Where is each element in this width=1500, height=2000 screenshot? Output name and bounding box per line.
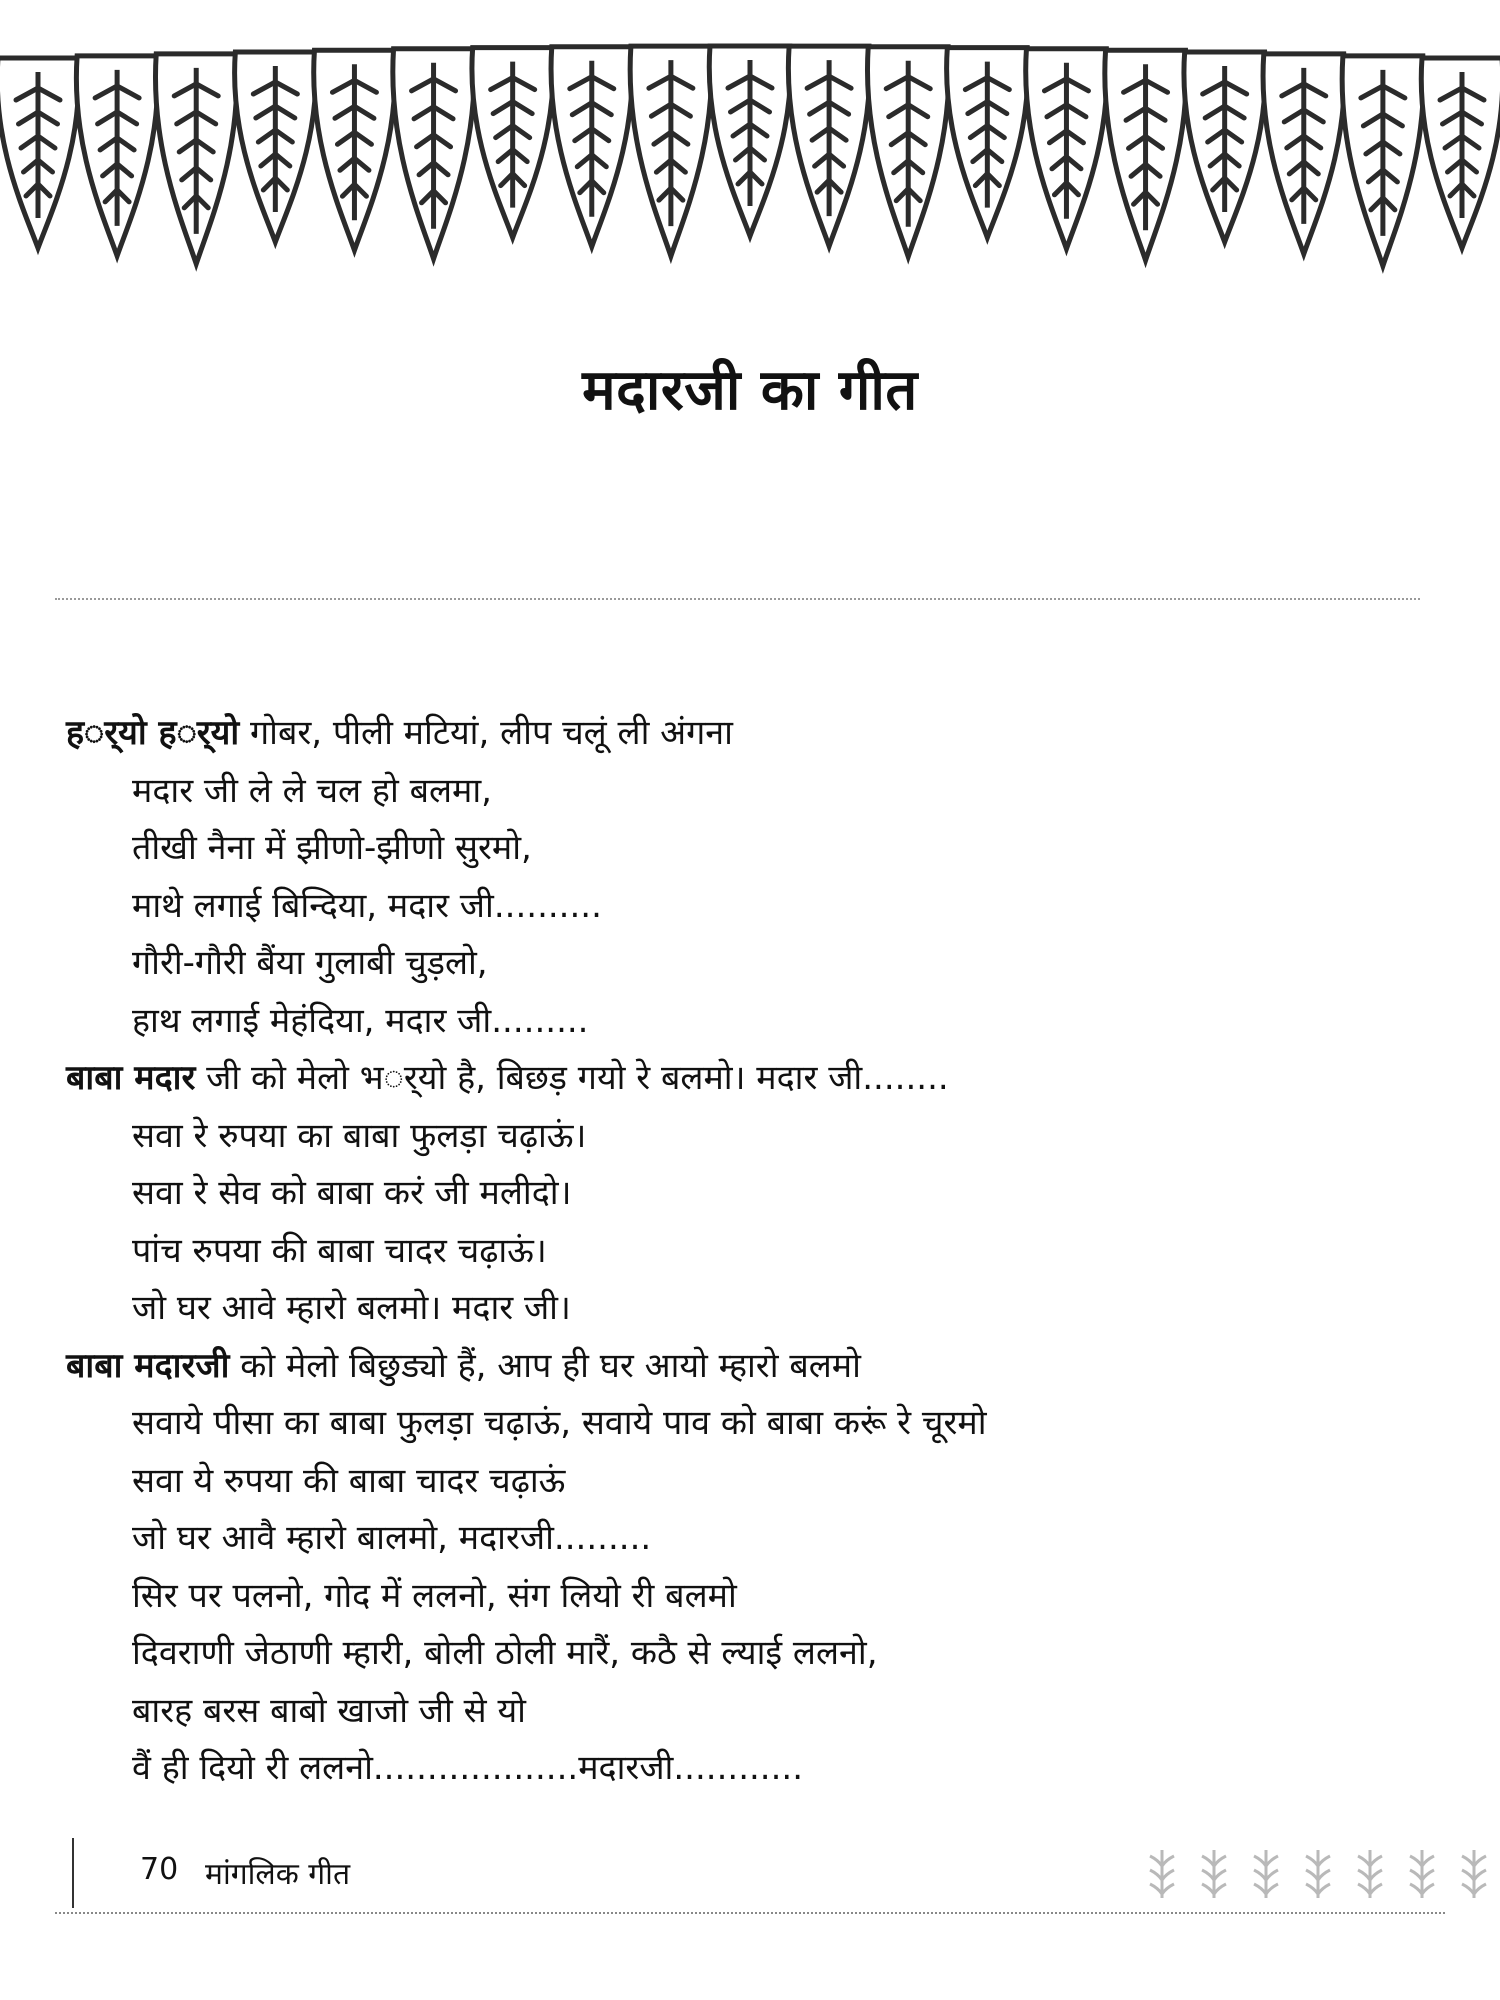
lyric-line-text: जो घर आवे म्हारो बलमो। मदार जी।	[132, 1288, 571, 1328]
bunting-leaf	[1105, 50, 1186, 260]
bunting-leaf	[472, 48, 553, 238]
bunting-leaf	[235, 52, 316, 242]
lyric-line	[66, 1510, 1446, 1568]
page-title: मदारजी का गीत	[582, 358, 918, 423]
lyric-line	[66, 1625, 1446, 1683]
lyric-line-lead: हर्‌्यो हर्‌्यो	[66, 713, 240, 753]
bunting-leaf	[314, 50, 395, 250]
lyric-line-text: सिर पर पलनो, गोद में ललनो, संग लियो री बलमो	[132, 1575, 737, 1616]
lyric-line	[66, 1165, 1446, 1223]
lyric-line-text: गौरी-गौरी बैंया गुलाबी चुड़लो,	[132, 943, 488, 983]
bunting-leaf	[1026, 49, 1107, 249]
lyric-line-text: जो घर आवै म्हारो बालमो, मदारजी.........	[132, 1518, 652, 1558]
bunting-leaf	[76, 56, 157, 256]
lyric-line-text: सवा ये रुपया की बाबा चादर चढ़ाऊं	[132, 1460, 566, 1501]
lyric-line	[66, 1108, 1446, 1166]
lyric-line	[66, 1050, 1446, 1108]
sprig-icon	[1358, 1850, 1382, 1898]
lyric-line-text: हाथ लगाई मेहंदिया, मदार जी.........	[132, 1000, 589, 1041]
lyric-line-text: वैं ही दियो री ललनो...................मदारजी............	[132, 1748, 804, 1788]
leaf-bunting-illustration	[0, 0, 1500, 300]
sprig-icon	[1202, 1850, 1226, 1898]
lyric-line	[66, 1223, 1446, 1281]
lyric-line-text: बारह बरस बाबो खाजो जी से यो	[132, 1690, 526, 1731]
song-lyrics	[66, 705, 1446, 1798]
lyric-line-lead: बाबा मदारजी	[66, 1345, 230, 1386]
bunting-leaf	[0, 58, 79, 248]
book-title: मांगलिक गीत	[205, 1857, 351, 1892]
title-divider	[55, 598, 1420, 600]
lyric-line	[66, 935, 1446, 993]
lyric-line-text: सवाये पीसा का बाबा फुलड़ा चढ़ाऊं, सवाये पाव को बाबा करूं रे चूरमो	[132, 1403, 987, 1443]
sprig-icon	[1306, 1850, 1330, 1898]
bunting-leaf	[709, 46, 790, 236]
lyric-line	[66, 1740, 1446, 1798]
lyric-line-text: सवा रे सेव को बाबा करं जी मलीदो।	[132, 1173, 572, 1213]
lyric-line	[66, 1395, 1446, 1453]
lyric-line	[66, 1280, 1446, 1338]
lyric-line-text: मदार जी ले ले चल हो बलमा,	[132, 770, 492, 811]
bunting-leaf	[1263, 54, 1344, 254]
bunting-leaf	[1342, 56, 1423, 266]
lyric-line-lead: बाबा मदार	[66, 1058, 196, 1098]
lyric-line-text: जी को मेलो भर्‌्यो है, बिछड़ गयो रे बलमो। मदार जी........	[195, 1058, 949, 1098]
page-number: 70	[140, 1852, 179, 1887]
lyric-line	[66, 878, 1446, 936]
lyric-line-text: पांच रुपया की बाबा चादर चढ़ाऊं।	[132, 1230, 547, 1271]
bunting-leaf	[551, 47, 632, 247]
sprig-icon	[1410, 1850, 1434, 1898]
bunting-leaf	[867, 47, 948, 257]
bunting-leaf	[1184, 52, 1265, 242]
sprig-icon	[1150, 1850, 1174, 1898]
bunting-leaf	[393, 49, 474, 259]
footer-divider-vertical	[72, 1838, 74, 1908]
lyric-line-text: तीखी नैना में झीणो-झीणो सुरमो,	[132, 828, 532, 868]
lyric-line-text: माथे लगाई बिन्दिया, मदार जी..........	[132, 885, 602, 926]
lyric-line	[66, 1568, 1446, 1626]
bunting-leaf	[630, 46, 711, 256]
bunting-leaf	[788, 46, 869, 246]
lyric-line	[66, 820, 1446, 878]
lyric-line-text: सवा रे रुपया का बाबा फुलड़ा चढ़ाऊं।	[132, 1115, 587, 1156]
lyric-line-text: को मेलो बिछुड्यो हैं, आप ही घर आयो म्हारो बलमो	[229, 1345, 861, 1386]
bunting-leaf	[1421, 58, 1500, 248]
lyric-line	[66, 763, 1446, 821]
sprig-icon	[1254, 1850, 1278, 1898]
footer-divider	[55, 1912, 1445, 1914]
footer-sprig-ornament	[1140, 1836, 1500, 1908]
bunting-leaf	[947, 48, 1028, 238]
lyric-line	[66, 993, 1446, 1051]
lyric-line	[66, 705, 1446, 763]
lyric-line-text: गोबर, पीली मटियां, लीप चलूं ली अंगना	[239, 713, 733, 753]
sprig-icon	[1462, 1850, 1486, 1898]
lyric-line	[66, 1683, 1446, 1741]
bunting-leaf	[155, 54, 236, 264]
lyric-line	[66, 1338, 1446, 1396]
lyric-line-text: दिवराणी जेठाणी म्हारी, बोली ठोली मारैं, कठै से ल्याई ललनो,	[132, 1633, 878, 1673]
lyric-line	[66, 1453, 1446, 1511]
